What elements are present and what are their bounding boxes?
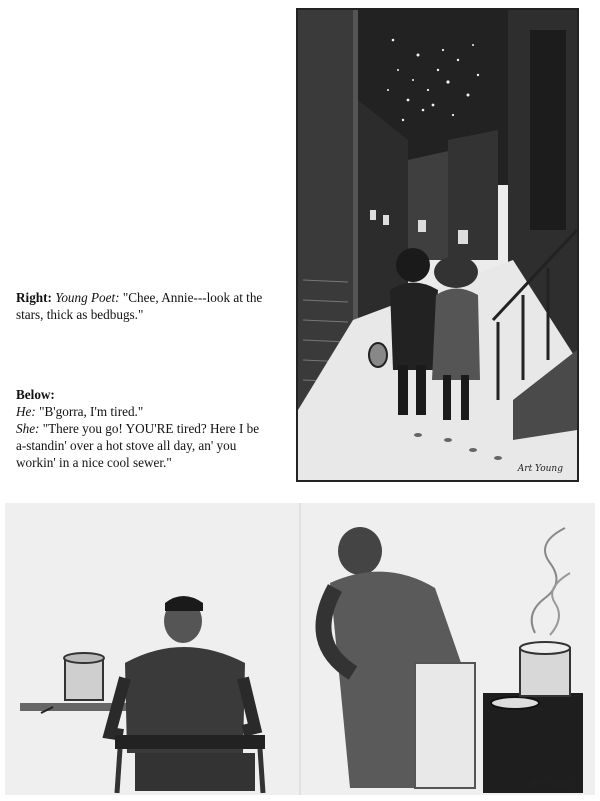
artist-signature-top: Art Young — [517, 464, 563, 474]
tired-couple-drawing — [5, 503, 595, 795]
caption-right-line1: "Chee, Annie---look at the — [122, 290, 263, 305]
caption-she-label: She: — [16, 421, 40, 436]
caption-she-line1: "There you go! YOU'RE tired? Here I be — [42, 421, 260, 436]
caption-right-speaker: Young Poet: — [55, 290, 120, 305]
caption-right — [16, 289, 291, 323]
caption-she-line2: a-standin' over a hot stove all day, an' you — [16, 438, 237, 453]
night-alley-drawing — [298, 10, 577, 480]
caption-right-heading: Right: — [16, 290, 52, 305]
caption-he-text: "B'gorra, I'm tired." — [39, 404, 144, 419]
illustration-tired-couple — [5, 503, 595, 795]
caption-right-line2: stars, thick as bedbugs." — [16, 307, 144, 322]
illustration-night-alley — [296, 8, 579, 482]
caption-below-heading: Below: — [16, 387, 55, 402]
caption-below — [16, 386, 291, 471]
caption-she-line3: workin' in a nice cool sewer." — [16, 455, 172, 470]
artist-signature-bottom: Art Young — [529, 779, 575, 789]
caption-he-label: He: — [16, 404, 36, 419]
